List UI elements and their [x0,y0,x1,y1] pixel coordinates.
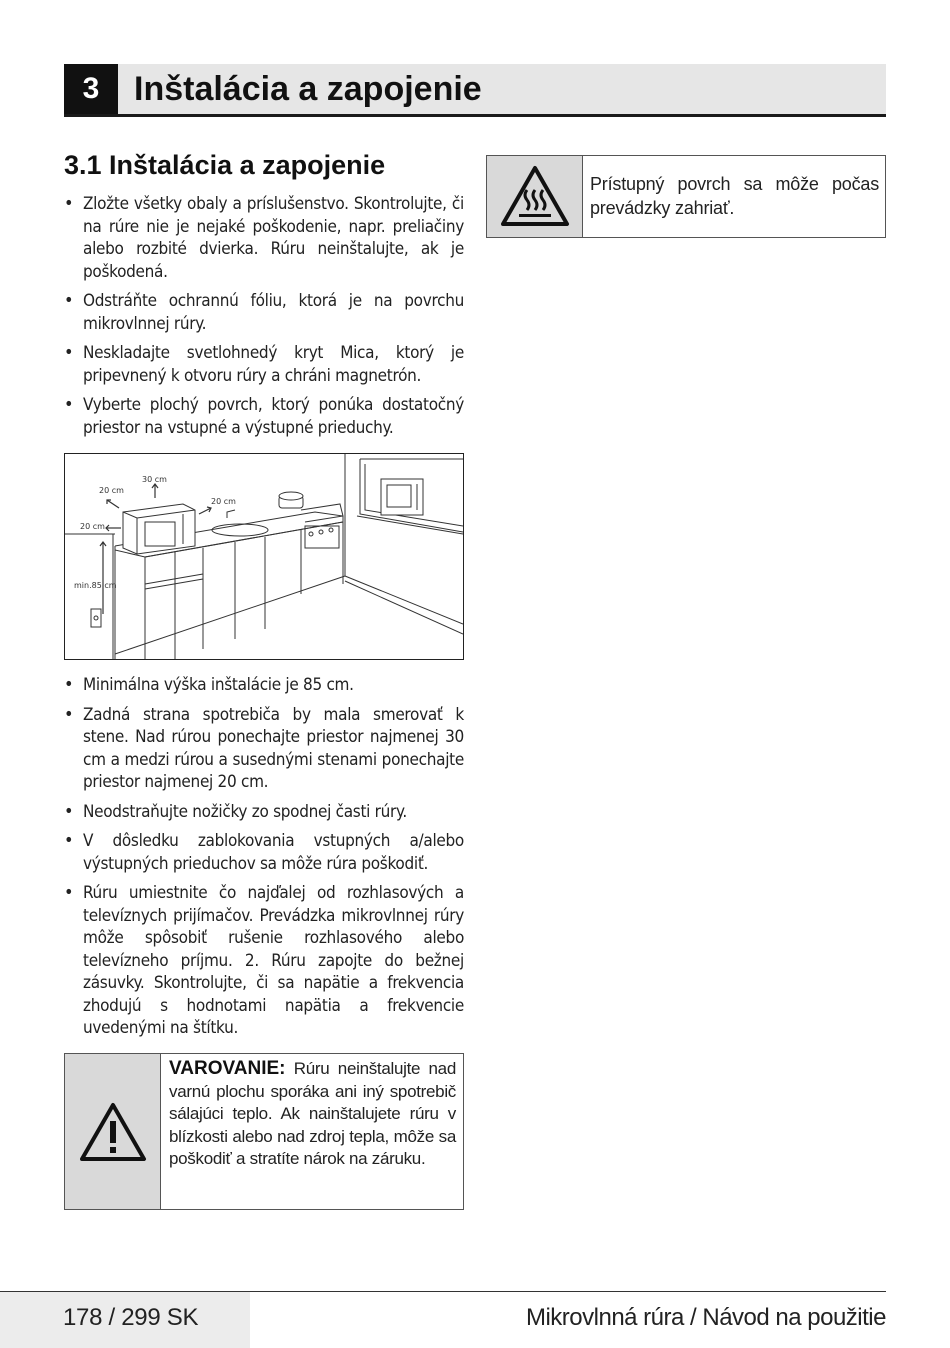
list-item: • Vyberte plochý povrch, ktorý ponúka dostatočný priestor na vstupné a výstupné prieduchy. [64,394,464,439]
warning-box [64,1053,464,1210]
bullet-list-bottom [64,674,464,1040]
list-item: • Neskladajte svetlohnedý kryt Mica, ktorý je pripevnený k otvoru rúry a chráni magnetrón. [64,342,464,387]
label-right-clearance: 20 cm [211,497,236,506]
hot-surface-note-box [486,155,886,238]
warning-label: VAROVANIE: [169,1058,286,1079]
left-column [64,150,464,1047]
page-number: 178 / 299 SK [63,1304,199,1331]
list-item: • V dôsledku zablokovania vstupných a/alebo výstupných prieduchov sa môže rúra poškodiť. [64,830,464,875]
bullet-list-top [64,193,464,439]
list-item: • Odstráňte ochrannú fóliu, ktorá je na povrchu mikrovlnnej rúry. [64,290,464,335]
list-item: • Rúru umiestnite čo najďalej od rozhlasových a televíznych prijímačov. Prevádzka mikrovlnnej rúry môže spôsobiť rušenie rozhlasového alebo televízneho príjmu. 2. Rúru zapojte do bežnej zásuvky. Skontrolujte, či sa napätie a frekvencia zhodujú s hodnotami napätia a frekvencie uvedenými na štítku. [64,882,464,1040]
label-left-clearance: 20 cm [80,522,105,531]
list-item: • Minimálna výška inštalácie je 85 cm. [64,674,464,697]
footer-page-box [0,1292,250,1348]
warning-text [161,1054,463,1209]
list-item: • Neodstraňujte nožičky zo spodnej časti rúry. [64,801,464,824]
warning-icon [65,1054,161,1209]
kitchen-installation-illustration [65,454,463,659]
chapter-title: Inštalácia a zapojenie [134,70,482,108]
chapter-number: 3 [64,64,118,114]
label-min-height: min.85 cm [74,581,117,590]
list-item: • Zložte všetky obaly a príslušenstvo. Skontrolujte, či na rúre nie je nejaké poškodenie, napr. preliačiny alebo rozbité dvierka. Rúru neinštalujte, ak je poškodená. [64,193,464,283]
chapter-header [64,64,886,117]
label-top-clearance: 30 cm [142,475,167,484]
list-item: • Zadná strana spotrebiča by mala smerovať k stene. Nad rúrou ponechajte priestor najmenej 30 cm a medzi rúrou a susednými stenami ponechajte priestor najmenej 20 cm. [64,704,464,794]
hot-surface-note: Prístupný povrch sa môže počas prevádzky zahriať. [590,174,879,218]
label-top-left-clearance: 20 cm [99,486,124,495]
hot-surface-icon [487,156,583,237]
installation-figure [64,453,464,660]
section-title: 3.1 Inštalácia a zapojenie [64,150,386,180]
warning-body: Rúru neinštalujte nad varnú plochu sporáka ani iný spotrebič sálajúci teplo. Ak nainštalujete rúru v blízkosti alebo nad zdroj tepla, môže sa poškodiť a stratíte nárok na záruku. [169,1059,456,1168]
footer-document-title: Mikrovlnná rúra / Návod na použitie [525,1304,886,1331]
